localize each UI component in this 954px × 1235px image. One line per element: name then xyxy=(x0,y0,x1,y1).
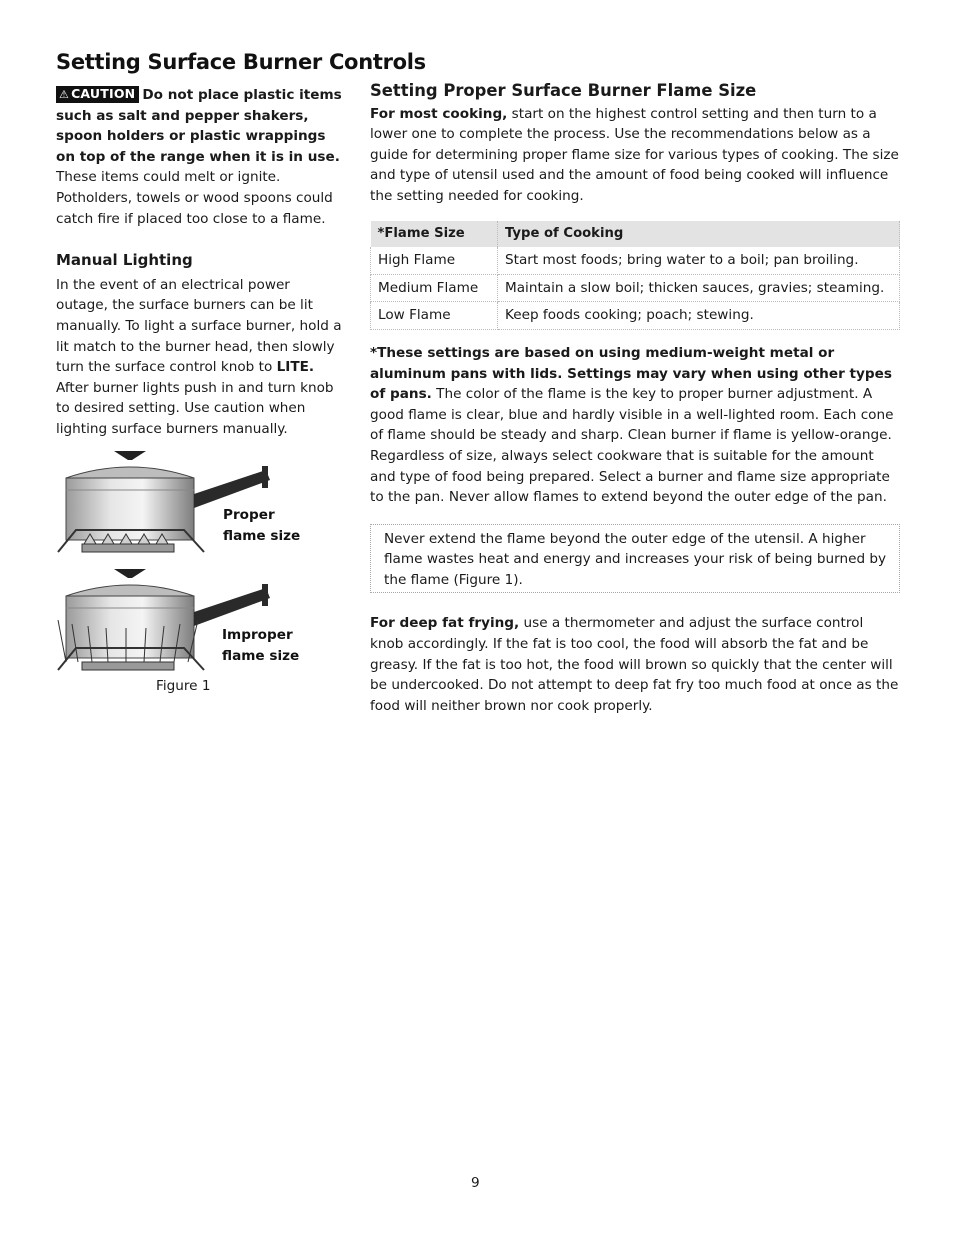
page-title: Setting Surface Burner Controls xyxy=(56,50,426,74)
intro-bold: For most cooking, xyxy=(370,105,508,122)
improper-label-line2: flame size xyxy=(222,647,300,664)
figure-1 xyxy=(56,448,346,704)
deep-fat-bold: For deep fat frying, xyxy=(370,615,520,632)
manual-lighting-paragraph xyxy=(56,275,346,440)
warning-box-text: Never extend the flame beyond the outer edge of the utensil. A higher flame wastes heat and energy and increases your risk of being burned by the flame (Figure 1). xyxy=(384,530,887,588)
flame-notes xyxy=(370,343,900,508)
intro-text: start on the highest control setting and then turn to a lower one to complete the process. Use the recommendations below as a guide for determining proper flame size for various types of cooking. The size and type of utensil used and the amount of food being cooked will influence the setting needed for cooking. xyxy=(370,105,899,204)
caution-text: These items could melt or ignite. Potholders, towels or wood spoons could catch fire if placed too close to a flame. xyxy=(56,169,333,227)
manual-lighting-heading: Manual Lighting xyxy=(56,251,193,270)
warning-triangle-icon: ⚠ xyxy=(59,88,70,101)
deep-fat-frying-paragraph xyxy=(370,613,900,716)
figure-caption: Figure 1 xyxy=(156,678,211,694)
left-column xyxy=(56,85,346,440)
manual-lighting-text: In the event of an electrical power outage, the surface burners can be lit manually. To light a surface burner, hold a lit match to the burner head, then slowly turn the surface control knob to xyxy=(56,276,342,376)
warning-box xyxy=(370,524,900,594)
table-cell: Low Flame xyxy=(371,302,498,330)
settings-note xyxy=(370,343,900,446)
caution-badge xyxy=(56,86,139,103)
table-cell: Maintain a slow boil; thicken sauces, gravies; steaming. xyxy=(498,274,900,302)
caution-paragraph xyxy=(56,85,346,229)
improper-flame-label xyxy=(222,625,299,666)
table-cell: Keep foods cooking; poach; stewing. xyxy=(498,302,900,330)
table-cell: Start most foods; bring water to a boil; pan broiling. xyxy=(498,247,900,274)
regardless-paragraph: Regardless of size, always select cookware that is suitable for the amount and type of food being prepared. Select a burner and flame size appropriate to the pan. Never allow flames to extend beyond the outer edge of the pan. xyxy=(370,447,890,506)
table-row xyxy=(371,247,900,274)
header-type-of-cooking: Type of Cooking xyxy=(498,221,900,248)
table-header-row xyxy=(371,221,900,248)
deep-fat-text: use a thermometer and adjust the surface control knob accordingly. If the fat is too cool, the food will absorb the fat and be greasy. If the fat is too hot, the food will brown so quickly that the center will be undercooked. Do not attempt to deep fat fry too much food at once as the food will neither brown nor cook properly. xyxy=(370,615,899,714)
caution-badge-label: CAUTION xyxy=(71,86,136,101)
lite-setting: LITE. xyxy=(276,359,315,376)
proper-label-line1: Proper xyxy=(223,507,275,523)
proper-flame-label xyxy=(223,505,300,546)
table-cell: High Flame xyxy=(371,247,498,274)
settings-note-bold: *These settings are based on using medium-weight metal or aluminum pans with lids. Settings may vary when using other types of pans. xyxy=(370,344,892,403)
settings-note-text: The color of the flame is the key to proper burner adjustment. A good flame is clear, blue and hardly visible in a well-lighted room. Each cone of flame should be steady and sharp. Clean burner if flame is yellow-orange. xyxy=(370,386,894,444)
right-column xyxy=(370,81,900,716)
flame-size-intro xyxy=(370,104,900,207)
caution-bold-text: Do not place plastic items such as salt and pepper shakers, spoon holders or plastic wrappings on top of the range when it is in use. xyxy=(56,87,342,165)
improper-label-line1: Improper xyxy=(222,627,293,643)
proper-label-line2: flame size xyxy=(223,527,301,544)
flame-size-heading: Setting Proper Surface Burner Flame Size xyxy=(370,81,757,100)
page-number: 9 xyxy=(471,1175,480,1191)
flame-size-table xyxy=(370,221,900,330)
table-row xyxy=(371,302,900,330)
table-row xyxy=(371,274,900,302)
table-cell: Medium Flame xyxy=(371,274,498,302)
header-flame-size: *Flame Size xyxy=(371,221,498,248)
manual-lighting-text-after: After burner lights push in and turn knob to desired setting. Use caution when lighting surface burners manually. xyxy=(56,379,334,437)
